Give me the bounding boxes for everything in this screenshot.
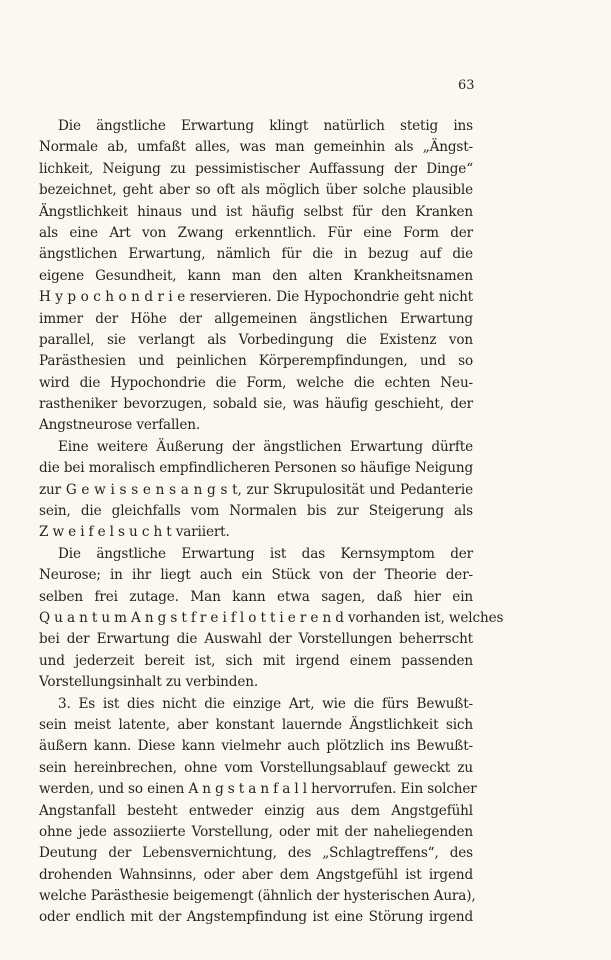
text-line: bei der Erwartung die Auswahl der Vorstellungen beherrscht — [39, 631, 473, 648]
text-line: selben frei zutage. Man kann etwa sagen, daß hier ein — [39, 588, 473, 605]
text-line: bezeichnet, geht aber so oft als möglich über solche plausible — [39, 182, 473, 199]
text-line: Die ängstliche Erwartung klingt natürlich stetig ins — [58, 118, 473, 134]
text-line: immer der Höhe der allgemeinen ängstlichen Erwartung — [39, 310, 473, 327]
text-line: Normale ab, umfaßt alles, was man gemeinhin als „Ängst- — [39, 139, 473, 156]
page-number: 63 — [458, 78, 475, 93]
text-line: sein, die gleichfalls vom Normalen bis zur Steigerung als — [39, 503, 473, 520]
text-line: drohenden Wahnsinns, oder aber dem Angstgefühl ist irgend — [39, 866, 473, 883]
text-line: äußern kann. Diese kann vielmehr auch plötzlich ins Bewußt- — [39, 738, 473, 755]
text-line: Z w e i f e l s u c h t variiert. — [39, 524, 230, 541]
text-line: als eine Art von Zwang erkenntlich. Für eine Form der — [39, 224, 473, 241]
text-line: lichkeit, Neigung zu pessimistischer Auffassung der Dinge“ — [39, 160, 473, 177]
text-line: Neurose; in ihr liegt auch ein Stück von der Theorie der- — [39, 567, 473, 584]
text-line: zur G e w i s s e n s a n g s t, zur Skrupulosität und Pedanterie — [39, 481, 473, 498]
text-line: parallel, sie verlangt als Vorbedingung die Existenz von — [39, 331, 473, 348]
text-line: wird die Hypochondrie die Form, welche die echten Neu- — [39, 374, 473, 391]
text-line: und jederzeit bereit ist, sich mit irgend einem passenden — [39, 652, 473, 669]
text-line: oder endlich mit der Angstempfindung ist eine Störung irgend — [39, 909, 473, 926]
text-line: ohne jede assoziierte Vorstellung, oder mit der naheliegenden — [39, 823, 473, 840]
text-line: die bei moralisch empfindlicheren Personen so häufige Neigung — [39, 460, 473, 477]
text-line: eigene Gesundheit, kann man den alten Krankheitsnamen — [39, 267, 473, 284]
text-line: Angstneurose verfallen. — [39, 417, 201, 434]
text-line: Ängstlichkeit hinaus und ist häufig selbst für den Kranken — [39, 203, 473, 220]
body-text — [39, 116, 504, 929]
text-line: 3. Es ist dies nicht die einzige Art, wie die fürs Bewußt- — [58, 695, 473, 712]
text-line: ängstlichen Erwartung, nämlich für die in bezug auf die — [39, 246, 473, 263]
text-line: Eine weitere Äußerung der ängstlichen Erwartung dürfte — [58, 438, 473, 455]
text-line: sein hereinbrechen, ohne vom Vorstellungsablauf geweckt zu — [39, 759, 473, 776]
text-line: rastheniker bevorzugen, sobald sie, was häufig geschieht, der — [39, 396, 473, 413]
text-line: Parästhesien und peinlichen Körperempfindungen, und so — [39, 353, 473, 370]
text-line: Deutung der Lebensvernichtung, des „Schlagtreffens“, des — [39, 845, 473, 862]
text-line: Die ängstliche Erwartung ist das Kernsymptom der — [58, 545, 473, 562]
text-line: Q u a n t u m A n g s t f r e i f l o t t i e r e n d vorhanden ist, welches — [39, 609, 504, 626]
text-line: sein meist latente, aber konstant lauernde Ängstlichkeit sich — [39, 716, 473, 733]
text-line: welche Parästhesie beigemengt (ähnlich der hysterischen Aura), — [39, 888, 476, 905]
text-line: werden, und so einen A n g s t a n f a l l hervorrufen. Ein solcher — [39, 781, 477, 798]
text-line: Vorstellungsinhalt zu verbinden. — [39, 674, 258, 691]
text-line: Angstanfall besteht entweder einzig aus dem Angstgefühl — [39, 802, 473, 819]
text-line: H y p o c h o n d r i e reservieren. Die Hypochondrie geht nicht — [39, 289, 473, 306]
